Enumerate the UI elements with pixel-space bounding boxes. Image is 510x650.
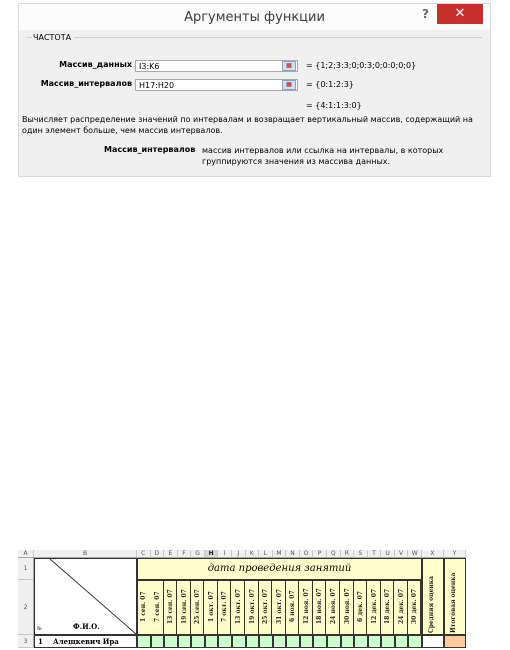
date-header-cell[interactable]: 13 окт. 07 [234, 579, 245, 634]
column-header-r[interactable]: R [341, 550, 355, 558]
column-header-l[interactable]: L [259, 550, 273, 558]
column-header-x[interactable]: X [422, 550, 444, 558]
close-button[interactable]: ✕ [437, 4, 483, 24]
help-icon[interactable]: ? [422, 7, 429, 21]
grade-cell[interactable] [341, 635, 355, 648]
dates-title-cell[interactable] [137, 558, 422, 580]
grade-cell[interactable] [408, 635, 422, 648]
date-header-cell[interactable]: 19 окт. 07 [248, 579, 259, 634]
column-header-k[interactable]: K [246, 550, 260, 558]
avg-header-cell[interactable] [422, 558, 444, 635]
column-header-u[interactable]: U [381, 550, 395, 558]
date-header-cell[interactable]: 12 ноя. 07 [302, 579, 313, 634]
grade-cell[interactable] [368, 635, 382, 648]
arg2-label: Массив_интервалов [40, 79, 132, 88]
grade-cell[interactable] [300, 635, 314, 648]
date-header-cell[interactable]: 6 дек. 07 [356, 579, 367, 634]
date-header-cell[interactable]: 18 дек. 07 [383, 579, 394, 634]
grade-cell[interactable] [205, 635, 219, 648]
num-label: № [37, 626, 42, 632]
date-header-cell[interactable]: 1 сен. 07 [140, 591, 147, 622]
dates-row [137, 580, 422, 635]
column-header-a[interactable]: A [18, 550, 34, 558]
function-arguments-dialog [18, 3, 491, 177]
final-header-cell[interactable] [444, 558, 466, 635]
dialog-title: Аргументы функции [184, 10, 325, 25]
grade-cell[interactable] [232, 635, 246, 648]
param-name: Массив_интервалов [104, 145, 196, 154]
date-header-cell[interactable]: 18 ноя. 07 [315, 579, 326, 634]
final-grade-cell[interactable] [444, 635, 466, 648]
date-header-cell[interactable]: 1 окт. 07 [207, 579, 218, 634]
grade-cell[interactable] [395, 635, 409, 648]
arg1-input[interactable]: I3:K6 [135, 60, 298, 72]
column-header-m[interactable]: M [273, 550, 287, 558]
column-header-g[interactable]: G [191, 550, 205, 558]
column-header-w[interactable]: W [408, 550, 422, 558]
column-header-s[interactable]: S [354, 550, 368, 558]
arg2-collapse-icon[interactable]: ▦ [282, 80, 296, 90]
date-header-cell[interactable]: 24 дек. 07 [397, 579, 408, 634]
date-header-cell[interactable]: 24 ноя. 07 [329, 579, 340, 634]
final-label: Итоговая оценка [450, 572, 457, 633]
column-header-b[interactable]: B [34, 550, 137, 558]
avg-label: Средняя оценка [428, 576, 435, 633]
date-header-cell[interactable]: 7 сен. 07 [153, 579, 164, 634]
arg1-label: Массив_данных [59, 60, 132, 69]
grade-cell[interactable] [259, 635, 273, 648]
row-header-3[interactable]: 3 [18, 635, 34, 648]
arg2-input[interactable]: H17:H20 [135, 79, 298, 91]
grade-cell[interactable] [218, 635, 232, 648]
date-header-cell[interactable]: 12 дек. 07 [370, 579, 381, 634]
avg-grade-cell[interactable] [422, 635, 444, 648]
grade-cell[interactable] [151, 635, 165, 648]
column-header-v[interactable]: V [395, 550, 409, 558]
grade-cell[interactable] [191, 635, 205, 648]
column-header-o[interactable]: O [300, 550, 314, 558]
grade-cell[interactable] [246, 635, 260, 648]
column-header-y[interactable]: Y [444, 550, 466, 558]
date-header-cell[interactable]: 19 сен. 07 [180, 579, 191, 634]
formula-result: = {4:1:1:3:0} [306, 101, 362, 110]
grade-cell[interactable] [164, 635, 178, 648]
column-header-h[interactable]: H [205, 550, 219, 558]
fio-label: Ф.И.О. [73, 622, 100, 631]
date-header-cell[interactable]: 6 ноя. 07 [288, 579, 299, 634]
date-header-cell[interactable]: 31 окт. 07 [275, 579, 286, 634]
column-header-j[interactable]: J [232, 550, 246, 558]
grade-cell[interactable] [137, 635, 151, 648]
fio-header-cell[interactable] [34, 558, 137, 635]
column-header-e[interactable]: E [164, 550, 178, 558]
arg1-collapse-icon[interactable]: ▦ [282, 61, 296, 71]
date-header-cell[interactable]: 25 сен. 07 [193, 579, 204, 634]
date-header-cell[interactable]: 13 сен. 07 [166, 579, 177, 634]
spreadsheet [18, 550, 477, 650]
row-header-1[interactable]: 1 [18, 558, 34, 580]
row-header-2[interactable]: 2 [18, 580, 34, 635]
grade-cell[interactable] [286, 635, 300, 648]
dialog-titlebar[interactable] [19, 4, 490, 30]
grade-cell[interactable] [354, 635, 368, 648]
date-header-cell[interactable]: 30 дек. 07 [410, 579, 421, 634]
grade-cell[interactable] [313, 635, 327, 648]
column-header-p[interactable]: P [313, 550, 327, 558]
row-number: 1 [38, 637, 43, 646]
column-header-f[interactable]: F [178, 550, 192, 558]
student-name: Алещкевич Ира [53, 637, 119, 646]
param-description: массив интервалов или ссылка на интервалы, в которых группируются значения из массива данных. [202, 146, 444, 166]
column-header-q[interactable]: Q [327, 550, 341, 558]
function-name: ЧАСТОТА [32, 33, 74, 42]
arg2-result: = {0:1:2:3} [306, 80, 354, 89]
dates-title: дата проведения занятий [207, 563, 352, 574]
column-header-n[interactable]: N [286, 550, 300, 558]
grade-cell[interactable] [178, 635, 192, 648]
date-header-cell[interactable]: 30 ноя. 07 [343, 579, 354, 634]
arg1-result: = {1;2;3:3;0;0:3;0;0:0;0;0} [306, 61, 417, 70]
student-row[interactable] [34, 635, 137, 648]
grade-cell[interactable] [273, 635, 287, 648]
date-header-cell[interactable]: 7 окт. 07 [220, 579, 231, 634]
column-header-t[interactable]: T [368, 550, 382, 558]
function-description: Вычисляет распределение значений по интервалам и возвращает вертикальный массив, содержащий на один элемент больше, чем массив интервалов. [22, 115, 473, 135]
grade-cell[interactable] [327, 635, 341, 648]
date-header-cell[interactable]: 25 окт. 07 [261, 579, 272, 634]
grade-cell[interactable] [381, 635, 395, 648]
column-header-d[interactable]: D [151, 550, 165, 558]
column-header-i[interactable]: I [218, 550, 232, 558]
column-header-c[interactable]: C [137, 550, 151, 558]
